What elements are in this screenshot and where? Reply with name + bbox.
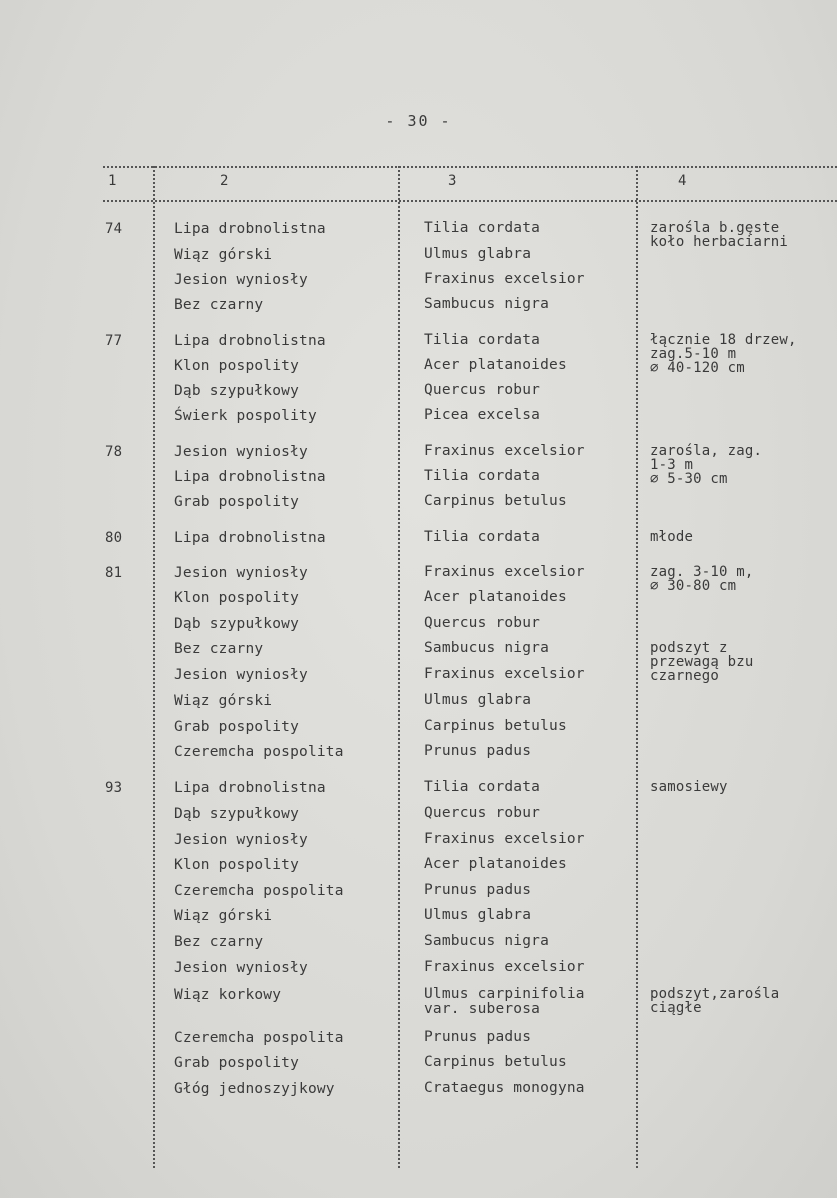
latin-name: Ulmus glabra bbox=[424, 246, 532, 262]
latin-name: Prunus padus bbox=[424, 1029, 532, 1045]
latin-name: Fraxinus excelsior bbox=[424, 831, 585, 847]
column-header-3: 3 bbox=[448, 173, 457, 189]
latin-name: Tilia cordata bbox=[424, 779, 541, 795]
column-divider-1 bbox=[153, 166, 155, 1168]
remark: młode bbox=[650, 529, 694, 545]
polish-name: Klon pospolity bbox=[174, 358, 300, 374]
polish-name: Jesion wyniosły bbox=[174, 565, 308, 581]
latin-name: Quercus robur bbox=[424, 615, 541, 631]
column-header-4: 4 bbox=[678, 173, 687, 189]
column-header-2: 2 bbox=[220, 173, 229, 189]
latin-name: Sambucus nigra bbox=[424, 933, 550, 949]
column-divider-3 bbox=[636, 166, 638, 1168]
group-number: 77 bbox=[105, 333, 123, 349]
polish-name: Grab pospolity bbox=[174, 719, 300, 735]
group-number: 80 bbox=[105, 530, 123, 546]
polish-name: Dąb szypułkowy bbox=[174, 616, 300, 632]
latin-name: Tilia cordata bbox=[424, 220, 541, 236]
latin-name: Tilia cordata bbox=[424, 468, 541, 484]
latin-name: Quercus robur bbox=[424, 805, 541, 821]
polish-name: Dąb szypułkowy bbox=[174, 383, 300, 399]
polish-name: Czeremcha pospolita bbox=[174, 744, 344, 760]
column-divider-2 bbox=[398, 166, 400, 1168]
polish-name: Bez czarny bbox=[174, 641, 264, 657]
group-number: 78 bbox=[105, 444, 123, 460]
latin-name: Fraxinus excelsior bbox=[424, 443, 585, 459]
latin-name: Carpinus betulus bbox=[424, 1054, 567, 1070]
polish-name: Czeremcha pospolita bbox=[174, 883, 344, 899]
latin-name: Fraxinus excelsior bbox=[424, 564, 585, 580]
polish-name: Bez czarny bbox=[174, 934, 264, 950]
polish-name: Lipa drobnolistna bbox=[174, 221, 326, 237]
latin-name: Fraxinus excelsior bbox=[424, 959, 585, 975]
latin-name: Acer platanoides bbox=[424, 357, 567, 373]
remark: podszyt,zarośla ciągłe bbox=[650, 986, 780, 1016]
latin-name: Carpinus betulus bbox=[424, 718, 567, 734]
latin-name: Carpinus betulus bbox=[424, 493, 567, 509]
remark: łącznie 18 drzew, zag.5-10 m ∅ 40-120 cm bbox=[650, 332, 797, 376]
polish-name: Klon pospolity bbox=[174, 857, 300, 873]
remark: zarośla b.gęste koło herbaciarni bbox=[650, 220, 789, 250]
polish-name: Dąb szypułkowy bbox=[174, 806, 300, 822]
latin-name: Sambucus nigra bbox=[424, 640, 550, 656]
remark: samosiewy bbox=[650, 779, 728, 795]
latin-name: Quercus robur bbox=[424, 382, 541, 398]
latin-name: Fraxinus excelsior bbox=[424, 271, 585, 287]
polish-name: Klon pospolity bbox=[174, 590, 300, 606]
latin-name: Fraxinus excelsior bbox=[424, 666, 585, 682]
latin-name: Sambucus nigra bbox=[424, 296, 550, 312]
polish-name: Głóg jednoszyjkowy bbox=[174, 1081, 335, 1097]
polish-name: Wiąz korkowy bbox=[174, 987, 282, 1003]
polish-name: Czeremcha pospolita bbox=[174, 1030, 344, 1046]
latin-name: Tilia cordata bbox=[424, 529, 541, 545]
latin-name: Ulmus glabra bbox=[424, 907, 532, 923]
polish-name: Bez czarny bbox=[174, 297, 264, 313]
polish-name: Jesion wyniosły bbox=[174, 832, 308, 848]
latin-name: Prunus padus bbox=[424, 882, 532, 898]
polish-name: Lipa drobnolistna bbox=[174, 780, 326, 796]
polish-name: Jesion wyniosły bbox=[174, 667, 308, 683]
latin-name: Picea excelsa bbox=[424, 407, 541, 423]
latin-name: Ulmus glabra bbox=[424, 692, 532, 708]
page-number: - 30 - bbox=[385, 112, 452, 130]
polish-name: Lipa drobnolistna bbox=[174, 469, 326, 485]
table-header-rule bbox=[103, 200, 837, 202]
column-header-1: 1 bbox=[108, 173, 117, 189]
latin-name: Crataegus monogyna bbox=[424, 1080, 585, 1096]
latin-name: Tilia cordata bbox=[424, 332, 541, 348]
polish-name: Jesion wyniosły bbox=[174, 272, 308, 288]
polish-name: Wiąz górski bbox=[174, 908, 273, 924]
polish-name: Wiąz górski bbox=[174, 693, 273, 709]
polish-name: Grab pospolity bbox=[174, 1055, 300, 1071]
polish-name: Jesion wyniosły bbox=[174, 444, 308, 460]
remark: podszyt z przewagą bzu czarnego bbox=[650, 640, 754, 684]
polish-name: Jesion wyniosły bbox=[174, 960, 308, 976]
remark: zarośla, zag. 1-3 m ∅ 5-30 cm bbox=[650, 443, 763, 487]
latin-name: Ulmus carpinifolia var. suberosa bbox=[424, 986, 585, 1017]
polish-name: Lipa drobnolistna bbox=[174, 333, 326, 349]
group-number: 93 bbox=[105, 780, 123, 796]
polish-name: Lipa drobnolistna bbox=[174, 530, 326, 546]
group-number: 81 bbox=[105, 565, 123, 581]
polish-name: Świerk pospolity bbox=[174, 408, 317, 424]
latin-name: Prunus padus bbox=[424, 743, 532, 759]
group-number: 74 bbox=[105, 221, 123, 237]
remark: zag. 3-10 m, ∅ 30-80 cm bbox=[650, 564, 754, 594]
latin-name: Acer platanoides bbox=[424, 856, 567, 872]
latin-name: Acer platanoides bbox=[424, 589, 567, 605]
polish-name: Grab pospolity bbox=[174, 494, 300, 510]
table-top-rule bbox=[103, 166, 837, 168]
polish-name: Wiąz górski bbox=[174, 247, 273, 263]
